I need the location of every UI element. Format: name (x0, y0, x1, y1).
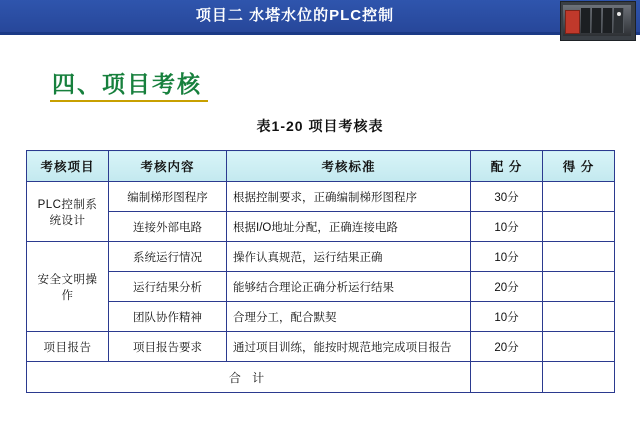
cell-score: 10分 (471, 242, 543, 272)
cell-content: 团队协作精神 (109, 302, 227, 332)
plc-power-module-shape (565, 10, 580, 34)
plc-slot-shape (603, 8, 613, 33)
cell-score: 20分 (471, 272, 543, 302)
cell-score: 20分 (471, 332, 543, 362)
column-header-score: 配 分 (471, 151, 543, 182)
cell-got (543, 272, 615, 302)
plc-module-photo (560, 1, 636, 41)
cell-category: 安全文明操作 (27, 242, 109, 332)
table-body (27, 182, 615, 393)
plc-slot-shape (581, 8, 591, 33)
table-row (27, 302, 615, 332)
column-header-content: 考核内容 (109, 151, 227, 182)
cell-standard: 通过项目训练，能按时规范地完成项目报告 (227, 332, 471, 362)
header-underline (0, 32, 640, 35)
cell-got (543, 242, 615, 272)
cell-standard: 能够结合理论正确分析运行结果 (227, 272, 471, 302)
cell-content: 项目报告要求 (109, 332, 227, 362)
slide-header (0, 0, 640, 40)
plc-led-indicator (617, 12, 621, 16)
cell-content: 连接外部电路 (109, 212, 227, 242)
table-total-row (27, 362, 615, 393)
cell-score: 10分 (471, 212, 543, 242)
cell-category: 项目报告 (27, 332, 109, 362)
plc-slot-shape (592, 8, 602, 33)
cell-standard: 根据控制要求，正确编制梯形图程序 (227, 182, 471, 212)
table-row (27, 212, 615, 242)
table-row (27, 272, 615, 302)
table-row (27, 182, 615, 212)
cell-got (543, 182, 615, 212)
cell-total-got (543, 362, 615, 393)
table-caption: 表1-20 项目考核表 (256, 118, 384, 134)
cell-got (543, 332, 615, 362)
column-header-got: 得 分 (543, 151, 615, 182)
cell-total-score (471, 362, 543, 393)
table-header-row (27, 151, 615, 182)
cell-got (543, 302, 615, 332)
header-title: 项目二 水塔水位的PLC控制 (195, 7, 395, 24)
column-header-category: 考核项目 (27, 151, 109, 182)
cell-content: 编制梯形图程序 (109, 182, 227, 212)
cell-total-label: 合 计 (27, 362, 471, 393)
cell-category: PLC控制系统设计 (27, 182, 109, 242)
cell-score: 30分 (471, 182, 543, 212)
cell-standard: 合理分工，配合默契 (227, 302, 471, 332)
cell-content: 系统运行情况 (109, 242, 227, 272)
cell-got (543, 212, 615, 242)
table-row (27, 332, 615, 362)
table-header-row-group (27, 151, 615, 182)
cell-content: 运行结果分析 (109, 272, 227, 302)
assessment-table (26, 150, 615, 393)
column-header-standard: 考核标准 (227, 151, 471, 182)
assessment-table-wrapper (26, 150, 614, 393)
table-row (27, 242, 615, 272)
cell-standard: 根据I/O地址分配，正确连接电路 (227, 212, 471, 242)
cell-score: 10分 (471, 302, 543, 332)
section-title: 四、项目考核 (52, 71, 202, 97)
cell-standard: 操作认真规范，运行结果正确 (227, 242, 471, 272)
section-title-underline (50, 100, 208, 102)
